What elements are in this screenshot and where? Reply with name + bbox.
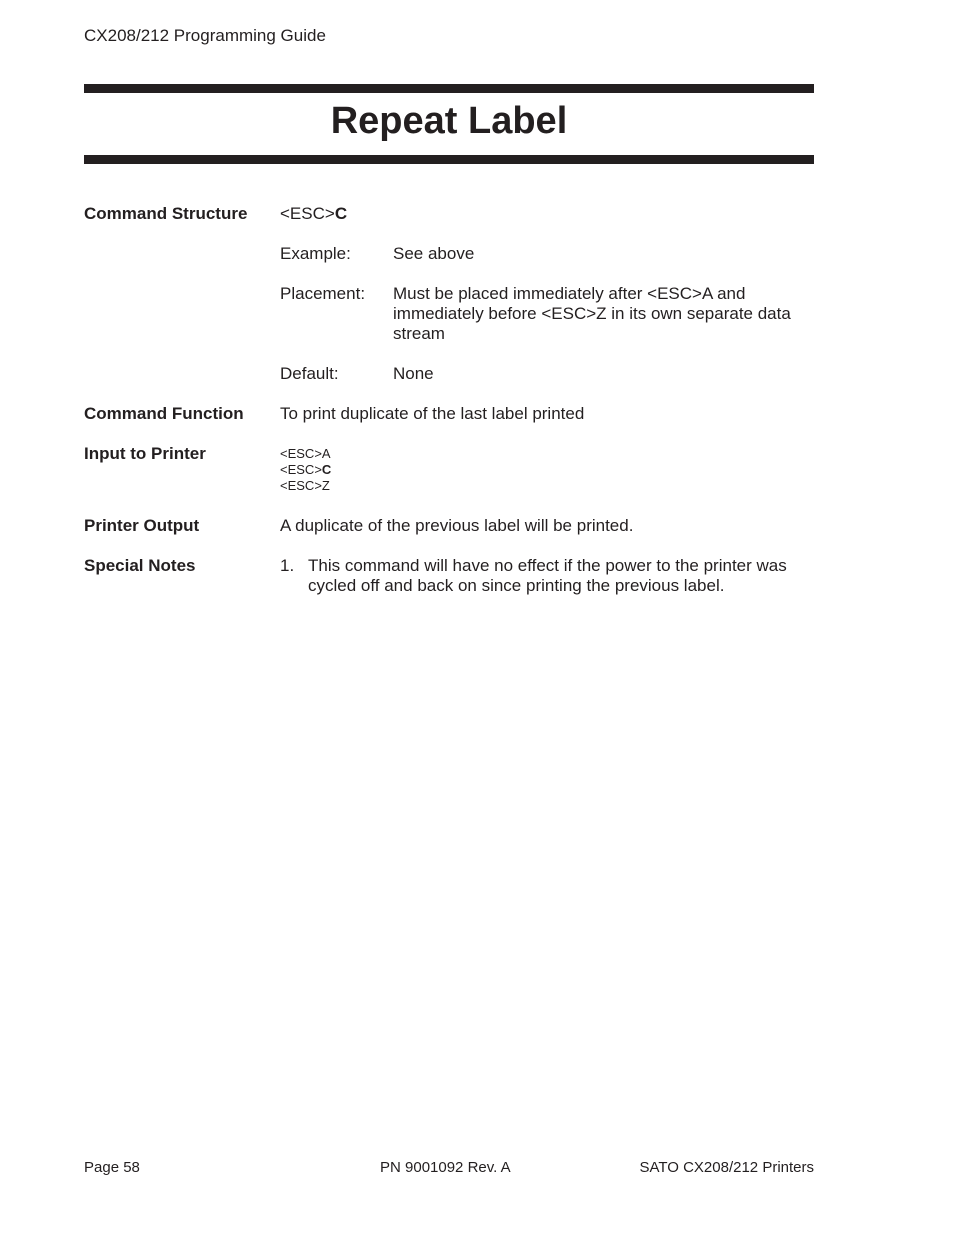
input-line-3: <ESC>Z [280,478,330,493]
bottom-rule [84,155,814,164]
top-rule [84,84,814,93]
printer-output-label: Printer Output [84,516,200,535]
input-line-2-letter: C [321,462,332,477]
printer-output-value: A duplicate of the previous label will be printed. [280,516,634,535]
example-value: See above [393,244,475,263]
note-1-number: 1. [280,556,295,575]
input-line-2 [280,462,331,478]
note-1-text: This command will have no effect if the power to the printer was cycled off and back on since printing the previous label. [308,556,787,595]
input-line-1: <ESC>A [280,446,331,461]
command-syntax-letter: C [334,204,348,223]
example-key: Example: [280,244,351,263]
placement-value: Must be placed immediately after <ESC>A and immediately before <ESC>Z in its own separate data stream [393,284,791,343]
default-key: Default: [280,364,339,383]
command-function-value: To print duplicate of the last label printed [280,404,585,423]
command-function-label: Command Function [84,404,244,423]
page-title: Repeat Label [330,100,568,142]
footer-page-number: Page 58 [84,1159,140,1176]
input-to-printer-label: Input to Printer [84,444,206,463]
placement-key: Placement: [280,284,366,303]
special-notes-label: Special Notes [84,556,196,575]
footer-part-number: PN 9001092 Rev. A [380,1159,511,1176]
command-syntax-prefix: <ESC> [280,204,335,223]
command-structure-label: Command Structure [84,204,248,223]
footer-product: SATO CX208/212 Printers [639,1159,814,1176]
command-syntax [280,204,347,224]
running-header: CX208/212 Programming Guide [84,26,326,45]
default-value: None [393,364,434,383]
input-line-2-prefix: <ESC> [280,462,322,477]
